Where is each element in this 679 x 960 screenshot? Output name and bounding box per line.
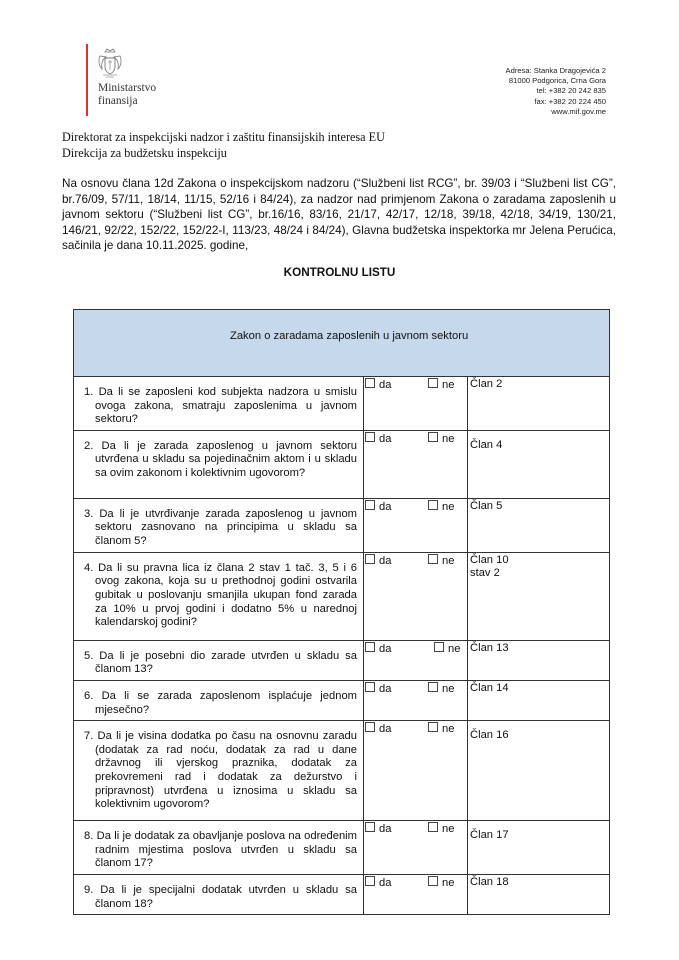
- article-ref: Član 4: [470, 438, 503, 451]
- checkbox-da[interactable]: [365, 822, 375, 832]
- option-ne[interactable]: [428, 378, 454, 393]
- article-ref: Član 14: [470, 681, 509, 694]
- checkbox-ne[interactable]: [434, 642, 444, 652]
- table-row: [74, 875, 610, 915]
- option-ne-label: ne: [442, 432, 455, 445]
- option-da[interactable]: [365, 876, 391, 891]
- option-da[interactable]: [365, 822, 391, 837]
- question-cell: [74, 875, 364, 915]
- option-da-label: da: [379, 432, 392, 445]
- answer-cell: [364, 377, 468, 431]
- checkbox-da[interactable]: [365, 722, 375, 732]
- checkbox-ne[interactable]: [428, 722, 438, 732]
- option-ne-label: ne: [442, 554, 455, 567]
- document-title: KONTROLNU LISTU: [283, 266, 396, 279]
- answer-cell: [364, 721, 468, 821]
- option-da-label: da: [379, 823, 392, 836]
- answer-cell: [364, 552, 468, 640]
- checklist-table: [73, 309, 610, 915]
- answer-cell: [364, 680, 468, 720]
- table-row: [74, 640, 610, 680]
- address-city: 81000 Podgorica, Crna Gora: [508, 76, 606, 86]
- article-ref: Član 5: [470, 499, 503, 512]
- option-da[interactable]: [365, 554, 391, 569]
- question-cell: [74, 430, 364, 498]
- option-da-label: da: [379, 682, 392, 695]
- article-ref: Član 17: [470, 829, 509, 842]
- option-ne[interactable]: [428, 876, 454, 891]
- article-cell: [468, 640, 610, 680]
- table-header-cell: [74, 310, 610, 377]
- option-da-label: da: [379, 877, 392, 890]
- checkbox-da[interactable]: [365, 378, 375, 388]
- checkbox-da[interactable]: [365, 682, 375, 692]
- table-row: [74, 552, 610, 640]
- ministry-name: [98, 82, 156, 108]
- question-cell: [74, 498, 364, 552]
- article-ref: Član 16: [470, 729, 509, 742]
- address-web: www.mif.gov.me: [551, 106, 606, 116]
- option-da[interactable]: [365, 500, 391, 515]
- option-da-label: da: [379, 379, 392, 391]
- directorate-block: [62, 130, 385, 161]
- checkbox-ne[interactable]: [428, 378, 438, 388]
- address-fax: fax: +382 20 224 450: [534, 96, 606, 106]
- article-ref: Član 13: [470, 641, 509, 654]
- option-ne[interactable]: [428, 722, 454, 737]
- checkbox-ne[interactable]: [428, 500, 438, 510]
- article-cell: [468, 498, 610, 552]
- answer-cell: [364, 498, 468, 552]
- directorate-unit: Direkcija za budžetsku inspekciju: [62, 145, 227, 160]
- option-da-label: da: [379, 723, 392, 736]
- table-row: [74, 377, 610, 431]
- checkbox-da[interactable]: [365, 500, 375, 510]
- option-ne-label: ne: [442, 500, 455, 513]
- question-cell: [74, 680, 364, 720]
- answer-cell: [364, 430, 468, 498]
- question-text: 4. Da li su pravna lica iz člana 2 stav 1 tač. 3, 5 i 6 ovog zakona, koja su u prethodnoj godini ostvarila gubitak u poslovanju smanjila ukupan fond zarada za 10% u prvoj godini i dodatno 5% u narednoj kalendarskoj godini?: [84, 561, 357, 629]
- option-ne-label: ne: [442, 877, 455, 890]
- table-header-row: [74, 310, 610, 377]
- question-text: 3. Da li je utvrđivanje zarada zaposlenog u javnom sektoru zasnovano na principima u skladu sa članom 5?: [84, 507, 357, 547]
- article-cell: [468, 875, 610, 915]
- checkbox-ne[interactable]: [428, 682, 438, 692]
- article-cell: [468, 821, 610, 875]
- question-text: 1. Da li se zaposleni kod subjekta nadzora u smislu ovoga zakona, smatraju zaposlenima u javnom sektoru?: [84, 386, 357, 426]
- option-ne[interactable]: [428, 822, 454, 837]
- option-da[interactable]: [365, 722, 391, 737]
- option-da[interactable]: [365, 432, 391, 447]
- question-text: 7. Da li je visina dodatka po času na osnovnu zaradu (dodatak za rad noću, dodatak za rad u dane državnog ili vjerskog praznika, dodatak za prekovremeni rad i dodatak za dežurstvo i pripravnost) utvrđena u iznosima u skladu sa kolektivnim ugovorom?: [84, 730, 357, 811]
- option-ne[interactable]: [428, 500, 454, 515]
- intro-paragraph: Na osnovu člana 12d Zakona o inspekcijskom nadzoru (“Službeni list RCG”, br. 39/03 i “Službeni list CG”, br.76/09, 57/11, 18/14, 11/15, 52/16 i 84/24), za nadzor nad primjenom Zakona o zaradama zaposlenih u javnom sektoru (“Službeni list CG”, br.16/16, 83/16, 21/17, 42/17, 12/18, 39/18, 42/18, 34/19, 130/21, 146/21, 92/22, 152/22, 152/22-I, 113/23, 48/24 i 84/24), Glavna budžetska inspektorka mr Jelena Perućica, sačinila je dana 10.11.2025. godine,: [62, 177, 616, 253]
- address-block: [506, 66, 606, 117]
- option-ne[interactable]: [434, 642, 460, 657]
- option-ne[interactable]: [428, 432, 454, 447]
- directorate-name: Direktorat za inspekcijski nadzor i zaštitu finansijskih interesa EU: [62, 130, 385, 144]
- option-ne-label: ne: [442, 682, 455, 695]
- table-row: [74, 680, 610, 720]
- option-da-label: da: [379, 554, 392, 567]
- question-cell: [74, 640, 364, 680]
- question-text: 8. Da li je dodatak za obavljanje poslova na određenim radnim mjestima poslova utvrđen u skladu sa članom 17?: [84, 830, 357, 870]
- option-da-label: da: [379, 500, 392, 513]
- logo-accent-bar: [86, 44, 88, 116]
- article-ref: Član 18: [470, 876, 509, 889]
- article-cell: [468, 377, 610, 431]
- answer-cell: [364, 640, 468, 680]
- option-ne-label: ne: [448, 642, 461, 655]
- checkbox-ne[interactable]: [428, 554, 438, 564]
- article-cell: [468, 721, 610, 821]
- question-cell: [74, 721, 364, 821]
- table-row: [74, 430, 610, 498]
- answer-cell: [364, 875, 468, 915]
- option-ne-label: ne: [442, 379, 455, 391]
- article-cell: [468, 680, 610, 720]
- checkbox-da[interactable]: [365, 642, 375, 652]
- checkbox-da[interactable]: [365, 554, 375, 564]
- article-cell: [468, 430, 610, 498]
- table-row: [74, 821, 610, 875]
- ministry-line-2: finansija: [98, 95, 138, 107]
- answer-cell: [364, 821, 468, 875]
- article-ref: Član 10 stav 2: [470, 553, 509, 580]
- table-header-text: Zakon o zaradama zaposlenih u javnom sektoru: [230, 330, 469, 342]
- ministry-line-1: Ministarstvo: [98, 82, 157, 94]
- option-ne[interactable]: [428, 682, 454, 697]
- question-cell: [74, 377, 364, 431]
- checkbox-da[interactable]: [365, 876, 375, 886]
- address-line: Adresa: Stanka Dragojevića 2: [505, 66, 606, 75]
- table-row: [74, 721, 610, 821]
- table-row: [74, 498, 610, 552]
- option-ne-label: ne: [442, 723, 455, 736]
- question-text: 2. Da li je zarada zaposlenog u javnom sektoru utvrđena u skladu sa pojedinačnim aktom i u skladu sa ovim zakonom i kolektivnim ugovorom?: [84, 439, 357, 479]
- question-cell: [74, 552, 364, 640]
- option-da[interactable]: [365, 378, 391, 393]
- coat-of-arms-icon: [96, 48, 124, 80]
- option-ne-label: ne: [442, 823, 455, 836]
- option-da[interactable]: [365, 682, 391, 697]
- question-text: 5. Da li je posebni dio zarade utvrđen u skladu sa članom 13?: [84, 649, 357, 676]
- option-da[interactable]: [365, 642, 391, 657]
- option-da-label: da: [379, 642, 392, 655]
- question-text: 6. Da li se zarada zaposlenom isplaćuje jednom mjesečno?: [84, 689, 357, 716]
- option-ne[interactable]: [428, 554, 454, 569]
- question-text: 9. Da li je specijalni dodatak utvrđen u skladu sa članom 18?: [84, 884, 357, 910]
- checkbox-ne[interactable]: [428, 876, 438, 886]
- article-cell: [468, 552, 610, 640]
- article-ref: Član 2: [470, 378, 503, 390]
- checkbox-da[interactable]: [365, 432, 375, 442]
- question-cell: [74, 821, 364, 875]
- checkbox-ne[interactable]: [428, 822, 438, 832]
- address-tel: tel: +382 20 242 835: [536, 86, 606, 96]
- checkbox-ne[interactable]: [428, 432, 438, 442]
